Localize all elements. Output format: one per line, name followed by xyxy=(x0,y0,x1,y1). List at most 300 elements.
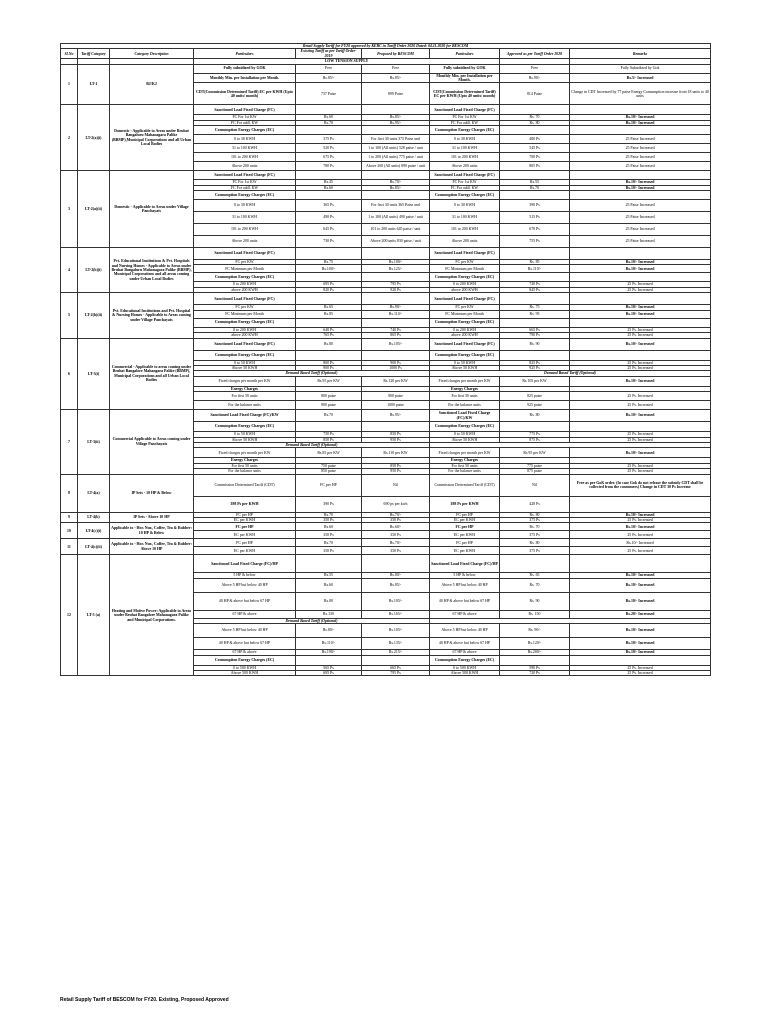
cell-remarks: 25 Ps. Increased xyxy=(570,547,711,555)
cell-proposed xyxy=(362,191,430,200)
header-category-description: Category Description xyxy=(110,49,194,59)
cell-particulars: FC per KW xyxy=(194,260,296,265)
cell-particulars: above 200 KWH xyxy=(194,333,296,338)
cell-existing: Rs.70 xyxy=(296,539,362,547)
cell-remarks xyxy=(570,191,711,200)
cell-particulars-approved: 40 HP & above but below 67 HP xyxy=(430,638,500,650)
cell-approved xyxy=(500,293,570,305)
cell-remarks: Rs.10/- Increased xyxy=(570,410,711,422)
cell-particulars-approved: Fixed charges per month per KW xyxy=(430,448,500,458)
table-row xyxy=(61,171,711,180)
cell-approved: Rs. 70 xyxy=(500,578,570,592)
cell-remarks: 25 Ps. Increased xyxy=(570,432,711,437)
cell-existing xyxy=(296,273,362,282)
cell-existing: FC per HP xyxy=(296,474,362,496)
cell-existing: 350 Ps xyxy=(296,531,362,539)
cell-existing: Rs.80 xyxy=(296,338,362,350)
cell-approved: 845 Ps xyxy=(500,287,570,292)
cell-existing: Rs.95 per KW xyxy=(296,376,362,386)
cell-proposed: 665 Ps xyxy=(362,665,430,670)
cell-existing: 900 paise xyxy=(296,401,362,410)
cell-approved: 375 Ps xyxy=(500,517,570,522)
cell-proposed xyxy=(362,422,430,432)
cell-existing: Rs.60 xyxy=(296,185,362,190)
cell-existing: Rs.70 xyxy=(296,120,362,125)
row-sl-no: 10 xyxy=(61,523,78,539)
row-sl-no: 3 xyxy=(61,171,78,248)
cell-approved: Rs. 80 xyxy=(500,539,570,547)
cell-particulars: Consumption Energy Charges (EC) xyxy=(194,422,296,432)
cell-particulars: Consumption Energy Charges (EC) xyxy=(194,191,296,200)
cell-approved: 825 Ps xyxy=(500,360,570,365)
cell-particulars-approved: Fixed charges per month per KW xyxy=(430,376,500,386)
cell-particulars: For first 50 units xyxy=(194,392,296,401)
cell-particulars: 0 to 30 KWH xyxy=(194,135,296,144)
cell-particulars: Sanctioned Load Fixed Charge (FC) xyxy=(194,338,296,350)
row-category-description: Applicable to - Hor. Nur., Coffee, Tea & Rubber: 10 HP & Below xyxy=(110,523,194,539)
cell-proposed: Rs.60/- xyxy=(362,523,430,531)
cell-particulars-approved: Consumption Energy Charges (EC) xyxy=(430,191,500,200)
cell-existing xyxy=(296,191,362,200)
cell-remarks: 25 Ps. Increased xyxy=(570,287,711,292)
cell-particulars: Above 200 units xyxy=(194,236,296,248)
cell-particulars: Above 50 KWH xyxy=(194,437,296,442)
cell-existing xyxy=(296,655,362,665)
cell-existing: Rs.80/- xyxy=(296,624,362,638)
cell-particulars-approved: Consumption Energy Charges (EC) xyxy=(430,273,500,282)
cell-particulars: Above 200 units xyxy=(194,162,296,171)
cell-approved: 670 Ps xyxy=(500,224,570,236)
cell-particulars: 398 Ps per KWH xyxy=(194,496,296,512)
cell-approved: 545 Ps xyxy=(500,144,570,153)
cell-particulars: Above 5 HP but below 40 HP xyxy=(194,578,296,592)
cell-particulars: Above 5 HP but below 40 HP xyxy=(194,624,296,638)
cell-particulars: Fixed charges per month per KW xyxy=(194,448,296,458)
cell-particulars-approved: 0 to 200 KWH xyxy=(430,282,500,287)
cell-remarks: Rs.10/- Increased xyxy=(570,592,711,610)
cell-approved: 428 Ps xyxy=(500,496,570,512)
cell-particulars-approved: FC For 1st KW xyxy=(430,180,500,185)
cell-particulars: Fully subsidized by GOK xyxy=(194,64,296,73)
row-sl-no: 8 xyxy=(61,474,78,512)
cell-particulars-approved: Sanctioned Load Fixed Charge (FC)/HP xyxy=(430,555,500,573)
cell-particulars: For the balance units xyxy=(194,469,296,474)
cell-particulars-approved: 0 to 30 KWH xyxy=(430,135,500,144)
cell-particulars: FC For addl. KW xyxy=(194,185,296,190)
row-category-description: Heating and Motive Power: Applicable to Areas under Bruhat Bangalore Mahanagara Palike and Municipal Corporations. xyxy=(110,555,194,676)
cell-particulars: 40 HP & above but below 67 HP xyxy=(194,592,296,610)
cell-approved: Rs.90/- xyxy=(500,73,570,83)
cell-particulars: 0 to 50 KWH xyxy=(194,360,296,365)
cell-approved: 875 paise xyxy=(500,469,570,474)
cell-particulars-approved: 40 HP & above but below 67 HP xyxy=(430,592,500,610)
cell-proposed: Rs.105/- xyxy=(362,624,430,638)
row-tariff-category: LT-5 (a) xyxy=(78,555,110,676)
cell-proposed xyxy=(362,273,430,282)
row-sl-no: 12 xyxy=(61,555,78,676)
cell-proposed: 850 Ps xyxy=(362,463,430,468)
cell-remarks: 25 Ps. Increased xyxy=(570,282,711,287)
cell-proposed xyxy=(362,293,430,305)
cell-particulars: Sanctioned Load Fixed Charge (FC)/HP xyxy=(194,555,296,573)
cell-particulars: 0 to 500 KWH xyxy=(194,665,296,670)
row-category-description: Domestic - Applicable to Areas under Bruhat Bangaluru Mahanagara Palike (BBMP),Municipal Corporations and all Urban Local Bodies xyxy=(110,105,194,171)
cell-existing: 695 Ps xyxy=(296,671,362,676)
cell-approved xyxy=(500,555,570,573)
cell-remarks: Rs.10/- Increased xyxy=(570,539,711,547)
cell-approved: Rs.70 xyxy=(500,185,570,190)
cell-approved: 400 Ps xyxy=(500,135,570,144)
row-sl-no: 11 xyxy=(61,539,78,555)
cell-particulars-approved: Consumption Energy Charges (EC) xyxy=(430,318,500,327)
cell-proposed: Rs.85/- xyxy=(362,115,430,120)
row-sl-no: 9 xyxy=(61,512,78,523)
cell-particulars: 67 HP & above xyxy=(194,650,296,655)
cell-existing: 737 Paise xyxy=(296,83,362,105)
cell-approved xyxy=(500,350,570,360)
cell-particulars-approved: 67 HP & above xyxy=(430,650,500,655)
cell-approved: Rs. 65 xyxy=(500,573,570,578)
cell-proposed: 920 Ps xyxy=(362,287,430,292)
cell-particulars: EC per KWH xyxy=(194,531,296,539)
cell-remarks xyxy=(570,350,711,360)
cell-existing: Rs.60 xyxy=(296,523,362,531)
cell-particulars: 101 to 200 KWH xyxy=(194,224,296,236)
row-tariff-category: LT-2(a)(ii) xyxy=(78,171,110,248)
cell-particulars-approved: Monthly Min. per Installation per Month. xyxy=(430,73,500,83)
cell-particulars-approved: Sanctioned Load Fixed Charge (FC)/KW xyxy=(430,410,500,422)
header-particulars: Particulars xyxy=(194,49,296,59)
cell-existing xyxy=(296,293,362,305)
cell-approved: 755 Ps xyxy=(500,236,570,248)
cell-proposed: 350 Ps xyxy=(362,547,430,555)
row-category-description: BJ/KJ xyxy=(110,64,194,105)
cell-particulars: FC per HP xyxy=(194,523,296,531)
cell-proposed: Rs.100/- xyxy=(362,260,430,265)
cell-existing xyxy=(296,248,362,260)
cell-existing: 365 Ps xyxy=(296,200,362,212)
cell-particulars-approved: 0 to 200 KWH xyxy=(430,327,500,332)
cell-proposed: 1 to 100 (All units) 490 paise / unit xyxy=(362,212,430,224)
cell-particulars-approved: Energy Charges xyxy=(430,386,500,391)
cell-existing xyxy=(296,105,362,115)
cell-proposed: 900 Ps xyxy=(362,360,430,365)
cell-remarks xyxy=(570,555,711,573)
cell-particulars-approved: 31 to 100 KWH xyxy=(430,212,500,224)
cell-particulars: 31 to 100 KWH xyxy=(194,212,296,224)
demand-based-label: Demand Based Tariff (Optional) xyxy=(194,442,430,447)
cell-remarks: 25 Ps. Increased xyxy=(570,531,711,539)
cell-remarks: Rs.10/- Increased xyxy=(570,578,711,592)
cell-existing: Rs.190/- xyxy=(296,650,362,655)
cell-remarks: Rs.10/- Increased xyxy=(570,448,711,458)
cell-proposed: Rs.90/- xyxy=(362,305,430,310)
cell-remarks xyxy=(570,422,711,432)
cell-approved: Rs.105 per KW xyxy=(500,376,570,386)
table-row xyxy=(61,523,711,531)
cell-approved xyxy=(500,318,570,327)
table-row xyxy=(61,105,711,115)
cell-proposed: 1 to 100 (All units) 528 paise / unit xyxy=(362,144,430,153)
row-sl-no: 5 xyxy=(61,293,78,338)
cell-particulars-approved: FC For addl. KW xyxy=(430,185,500,190)
cell-existing: 750 Ps xyxy=(296,432,362,437)
row-sl-no: 4 xyxy=(61,248,78,293)
row-category-description: Commercial - Applicable to areas coming under Bruhat Bangalore Mahangara Palike (BBMP), Municipal Corporations and all Urban Local Bodies xyxy=(110,338,194,410)
cell-proposed xyxy=(362,318,430,327)
cell-proposed: For fisrt 30 units 375 Paise and xyxy=(362,135,430,144)
cell-remarks: 25 Paise Increased xyxy=(570,212,711,224)
cell-particulars-approved: FC per KW xyxy=(430,305,500,310)
cell-particulars-approved: 31 to 100 KWH xyxy=(430,144,500,153)
cell-approved: 875 Ps xyxy=(500,437,570,442)
cell-approved xyxy=(500,105,570,115)
cell-particulars: Consumption Energy Charges (EC) xyxy=(194,655,296,665)
cell-approved: Rs. 85 xyxy=(500,260,570,265)
table-row xyxy=(61,293,711,305)
cell-proposed: 850 Ps xyxy=(362,432,430,437)
cell-existing: 765 Ps xyxy=(296,333,362,338)
cell-particulars-approved: Above 500 KWH xyxy=(430,671,500,676)
cell-existing: 750 paise xyxy=(296,463,362,468)
cell-approved: 775 paise xyxy=(500,463,570,468)
cell-remarks: Rs.10/- Increased xyxy=(570,624,711,638)
cell-particulars-approved: 101 to 200 KWH xyxy=(430,224,500,236)
cell-proposed xyxy=(362,126,430,135)
cell-proposed xyxy=(362,655,430,665)
cell-proposed xyxy=(362,171,430,180)
cell-remarks: Rs.10/- Increased xyxy=(570,115,711,120)
cell-approved: Rs. 80 xyxy=(500,512,570,517)
cell-particulars: For first 50 units xyxy=(194,463,296,468)
cell-approved: 814 Paise xyxy=(500,83,570,105)
cell-remarks xyxy=(570,248,711,260)
demand-based-label: Demand Based Tariff (Optional) xyxy=(194,618,430,623)
cell-particulars-approved: For first 50 units xyxy=(430,463,500,468)
cell-particulars-approved: FC For addl. KW xyxy=(430,120,500,125)
cell-existing: Rs.85 xyxy=(296,310,362,318)
cell-proposed: Free xyxy=(362,64,430,73)
table-row xyxy=(61,338,711,350)
cell-remarks: Rs.10/- Increased xyxy=(570,310,711,318)
cell-existing xyxy=(296,318,362,327)
header-sl-no: Sl.No xyxy=(61,49,78,59)
cell-particulars: Commission Determined Tariff (CDT) xyxy=(194,474,296,496)
cell-proposed: Rs.70/- xyxy=(362,180,430,185)
cell-remarks: Rs.10/- Increased xyxy=(570,573,711,578)
cell-approved: 390 Ps xyxy=(500,200,570,212)
section-band: LOW TENSION SUPPLY xyxy=(194,59,500,64)
cell-remarks: Rs.10/- Increased xyxy=(570,638,711,650)
cell-remarks: Rs.5/- Increased xyxy=(570,73,711,83)
cell-particulars-approved: Above 5 HP but below 40 HP xyxy=(430,578,500,592)
cell-proposed: 950 Ps xyxy=(362,469,430,474)
cell-particulars: FC per KW xyxy=(194,305,296,310)
cell-remarks: Change in CDT Increased by 77 paise Energy Consumption increase from 18 units to 40 units xyxy=(570,83,711,105)
demand-based-label-approved: Demand Based Tariff (Optional) xyxy=(430,371,711,376)
cell-remarks xyxy=(570,318,711,327)
cell-proposed: Above 200 (All units) 890 paise / unit xyxy=(362,162,430,171)
cell-proposed: Above 200 units 830 paise / unit xyxy=(362,236,430,248)
page-footer: Retail Supply Tariff of BESCOM for FY20. Existing, Proposed Approved xyxy=(60,997,229,1003)
cell-existing: 800 paise xyxy=(296,392,362,401)
cell-remarks: 25 Ps. Increased xyxy=(570,437,711,442)
cell-particulars-approved: Consumption Energy Charges (EC) xyxy=(430,350,500,360)
cell-particulars: 5 HP & below xyxy=(194,573,296,578)
cell-particulars: FC For addl. KW xyxy=(194,120,296,125)
cell-existing: 520 Ps xyxy=(296,144,362,153)
row-category-description: Commercial Applicable to Areas coming under Village Panchayats xyxy=(110,410,194,474)
cell-approved: Rs. 95 xyxy=(500,310,570,318)
cell-existing: 695 Ps xyxy=(296,282,362,287)
cell-existing: 730 Ps xyxy=(296,236,362,248)
cell-particulars-approved: Commission Determined Tariff (CDT) xyxy=(430,474,500,496)
cell-existing: 780 Ps xyxy=(296,162,362,171)
cell-particulars: Consumption Energy Charges (EC) xyxy=(194,273,296,282)
cell-approved: 805 Ps xyxy=(500,162,570,171)
cell-existing: Free xyxy=(296,64,362,73)
cell-approved: 925 Ps xyxy=(500,365,570,370)
row-tariff-category: LT-1 xyxy=(78,64,110,105)
cell-existing: Rs.110/- xyxy=(296,638,362,650)
header-remarks: Remarks xyxy=(570,49,711,59)
cell-particulars-approved: CDT(Commission Determined Tariff) EC per KWH (Upto 40 units/ month) xyxy=(430,83,500,105)
cell-particulars-approved: above 200 KWH xyxy=(430,333,500,338)
cell-approved xyxy=(500,655,570,665)
cell-remarks xyxy=(570,273,711,282)
cell-remarks: 25 Paise Increased xyxy=(570,224,711,236)
cell-particulars-approved: FC per HP xyxy=(430,523,500,531)
cell-particulars-approved: For first 50 units xyxy=(430,392,500,401)
cell-proposed xyxy=(362,105,430,115)
cell-particulars-approved: For the balance units xyxy=(430,469,500,474)
cell-proposed: Rs.70/- xyxy=(362,512,430,517)
cell-existing xyxy=(296,422,362,432)
cell-remarks: 25 Ps. Increased xyxy=(570,665,711,670)
tariff-document xyxy=(60,43,710,676)
cell-existing: Rs.60 xyxy=(296,115,362,120)
cell-approved: Rs. 70 xyxy=(500,115,570,120)
cell-proposed: 795 Ps xyxy=(362,282,430,287)
cell-proposed: 740 Ps xyxy=(362,327,430,332)
cell-proposed: 101 to 200 units 645 paise / unit xyxy=(362,224,430,236)
cell-proposed xyxy=(362,350,430,360)
cell-remarks: Rs.10/- Increased xyxy=(570,185,711,190)
cell-approved: Rs. 90/- xyxy=(500,624,570,638)
row-tariff-category: LT-2(b)(i) xyxy=(78,248,110,293)
cell-particulars-approved: FC Minimum per Month xyxy=(430,310,500,318)
cell-remarks: Rs.10/- Increased xyxy=(570,376,711,386)
cell-particulars-approved: EC per KWH xyxy=(430,547,500,555)
row-category-description: Pvt. Educational Institutions and Pvt. Hospital & Nursing Homes - Applicable to Areas coming under Village Panchayats xyxy=(110,293,194,338)
cell-particulars-approved: Above 200 units xyxy=(430,162,500,171)
cell-particulars-approved: 101 to 200 KWH xyxy=(430,153,500,162)
cell-particulars-approved: FC Minimum per Month xyxy=(430,265,500,273)
cell-particulars-approved: 0 to 50 KWH xyxy=(430,432,500,437)
cell-proposed: 899 Paise xyxy=(362,83,430,105)
row-category-description: Applicable to - Hor. Nur., Coffee, Tea & Rubber: Above 10 HP xyxy=(110,539,194,555)
cell-particulars: EC per KWH xyxy=(194,547,296,555)
cell-proposed: Rs.125/- xyxy=(362,265,430,273)
header-approved-tariff: Approved as per Tariff Order 2020 xyxy=(500,49,570,59)
cell-proposed: Rs.85/- xyxy=(362,185,430,190)
cell-proposed: Rs.105/- xyxy=(362,338,430,350)
cell-approved: 700 Ps xyxy=(500,153,570,162)
cell-particulars-approved: Sanctioned Load Fixed Charge (FC) xyxy=(430,105,500,115)
cell-proposed xyxy=(362,248,430,260)
cell-approved: 375 Ps xyxy=(500,547,570,555)
cell-remarks: Rs.10/- Increased xyxy=(570,265,711,273)
table-row xyxy=(61,539,711,547)
cell-existing: 490 Ps xyxy=(296,212,362,224)
cell-remarks: Rs.10/- Increased xyxy=(570,338,711,350)
cell-approved: 790 Ps xyxy=(500,333,570,338)
cell-particulars: Above 50 KWH xyxy=(194,365,296,370)
cell-remarks: 25 Paise Increased xyxy=(570,153,711,162)
cell-existing: Rs.75 xyxy=(296,260,362,265)
cell-approved: Rs. 70 xyxy=(500,523,570,531)
cell-particulars: FC For 1st KW xyxy=(194,115,296,120)
cell-remarks: Rs.10/- Increased xyxy=(570,260,711,265)
cell-particulars-approved: 0 to 50 KWH xyxy=(430,360,500,365)
cell-existing: Rs.55 xyxy=(296,573,362,578)
cell-existing: Rs.85/- xyxy=(296,73,362,83)
cell-particulars-approved: Sanctioned Load Fixed Charge (FC) xyxy=(430,248,500,260)
cell-remarks: 25 Paise Increased xyxy=(570,200,711,212)
cell-particulars-approved: Sanctioned Load Fixed Charge (FC) xyxy=(430,293,500,305)
cell-approved: Rs. 150 xyxy=(500,610,570,618)
cell-remarks: Rs.10/- Increased xyxy=(570,180,711,185)
cell-existing: Rs.60 xyxy=(296,578,362,592)
cell-approved: Rs. 90 xyxy=(500,592,570,610)
table-caption: Retail Supply Tariff for FY20 approved by KERC in Tariff Order 2020 Dated: 04.11.2020 for BESCOM xyxy=(61,44,711,49)
row-tariff-category: LT-2(a)(i) xyxy=(78,105,110,171)
cell-existing xyxy=(296,555,362,573)
cell-existing: Rs.85 per KW xyxy=(296,448,362,458)
row-tariff-category: LT-2(b)(ii) xyxy=(78,293,110,338)
cell-existing: 850 Ps xyxy=(296,437,362,442)
cell-particulars-approved: Energy Charges xyxy=(430,458,500,463)
cell-approved: Rs. 75 xyxy=(500,305,570,310)
cell-approved xyxy=(500,422,570,432)
cell-existing xyxy=(296,350,362,360)
table-row xyxy=(61,64,711,73)
cell-approved: Rs.200/- xyxy=(500,650,570,655)
cell-existing: Rs.65 xyxy=(296,305,362,310)
cell-remarks xyxy=(570,105,711,115)
cell-approved: Rs. 80 xyxy=(500,410,570,422)
cell-proposed: 1 to 200 (All units) 775 paise / unit xyxy=(362,153,430,162)
cell-particulars: Consumption Energy Charges (EC) xyxy=(194,318,296,327)
cell-existing: 800 Ps xyxy=(296,360,362,365)
cell-remarks: Rs.20/- Increased xyxy=(570,610,711,618)
cell-remarks: 25 Paise Increased xyxy=(570,135,711,144)
cell-approved: 665 Ps xyxy=(500,327,570,332)
row-sl-no: 2 xyxy=(61,105,78,171)
cell-particulars-approved: Sanctioned Load Fixed Charge (FC) xyxy=(430,338,500,350)
row-tariff-category: LT-3(ii) xyxy=(78,410,110,474)
cell-existing xyxy=(296,126,362,135)
cell-proposed: Rs.110 per KW xyxy=(362,448,430,458)
cell-approved: 590 Ps xyxy=(500,665,570,670)
header-existing-tariff: Existing Tariff as per Tariff Order-2019 xyxy=(296,49,362,59)
cell-remarks xyxy=(570,293,711,305)
cell-particulars-approved: FC per HP xyxy=(430,512,500,517)
cell-particulars: FC Minimum per Month xyxy=(194,310,296,318)
cell-existing: Rs.45 xyxy=(296,180,362,185)
cell-particulars: Fixed charges per month per KW xyxy=(194,376,296,386)
cell-particulars: 0 to 200 KWH xyxy=(194,327,296,332)
